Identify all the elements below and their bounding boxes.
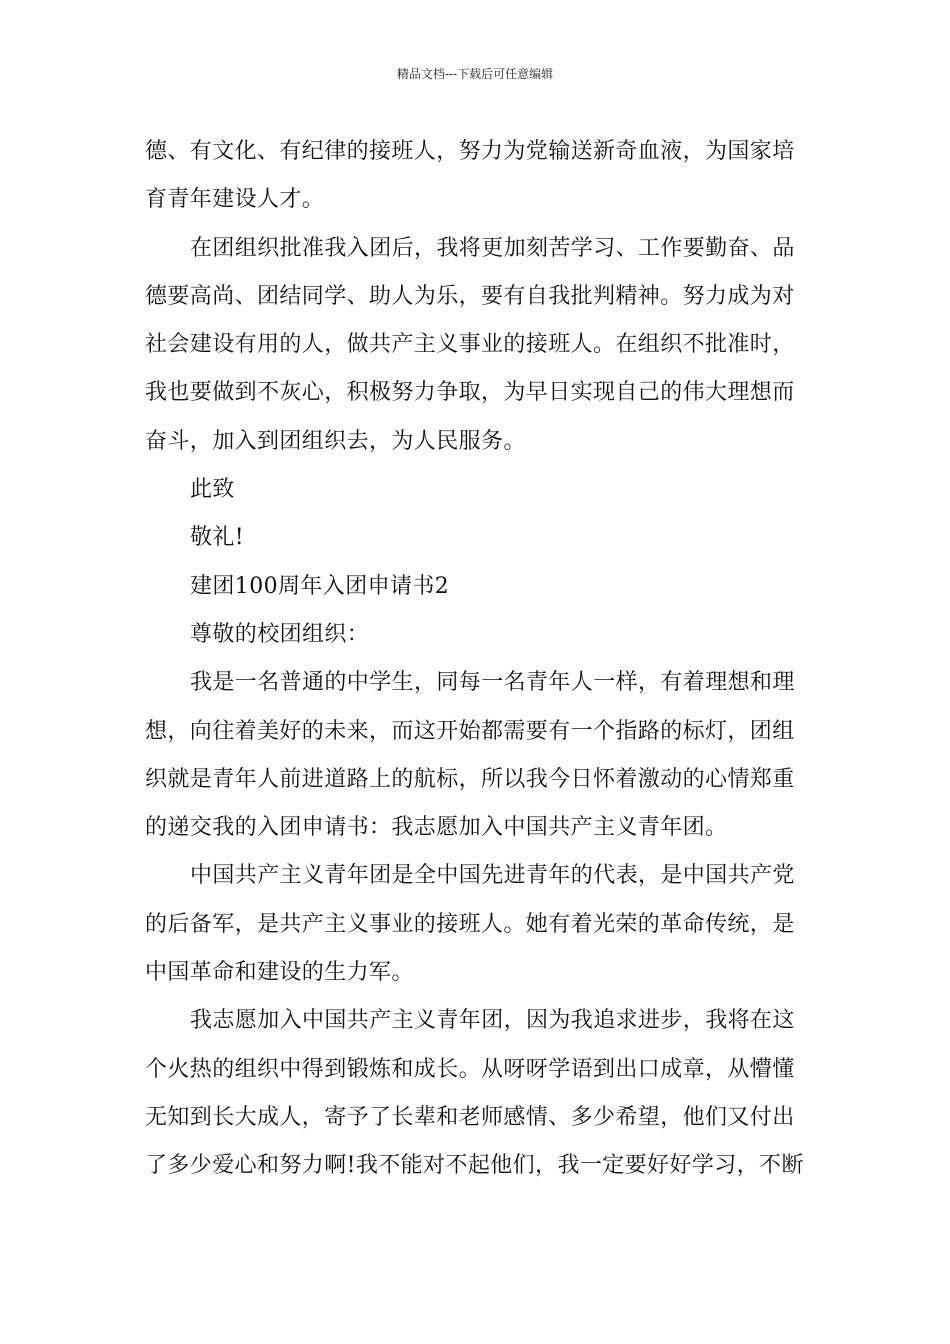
text-line: 的递交我的入团申请书：我志愿加入中国共产主义青年团。 [145,815,728,841]
text-line: 德、有文化、有纪律的接班人，努力为党输送新奇血液，为国家培 [145,139,795,164]
text-line: 育青年建设人才。 [145,187,325,213]
text-line: 了多少爱心和努力啊!我不能对不起他们，我一定要好好学习，不断 [145,1153,804,1179]
text-line: 中国共产主义青年团是全中国先进青年的代表，是中国共产党 [190,863,795,889]
text-line: 在团组织批准我入团后，我将更加刻苦学习、工作要勤奋、品 [190,235,795,261]
text-line: 德要高尚、团结同学、助人为乐，要有自我批判精神。努力成为对 [145,283,795,309]
text-line: 我也要做到不灰心，积极努力争取，为早日实现自己的伟大理想而 [145,380,795,406]
section-title: 建团100周年入团申请书2 [190,573,450,599]
text-line: 奋斗，加入到团组织去，为人民服务。 [145,428,526,454]
text-line: 想，向往着美好的未来，而这开始都需要有一个指路的标灯，团组 [145,718,795,744]
text-line: 我是一名普通的中学生，同每一名青年人一样，有着理想和理 [190,670,795,696]
text-line: 织就是青年人前进道路上的航标，所以我今日怀着激动的心情郑重 [145,766,795,792]
text-line: 我志愿加入中国共产主义青年团，因为我追求进步，我将在这 [190,1008,795,1034]
text-line: 中国革命和建设的生力军。 [145,960,414,986]
text-line: 的后备军，是共产主义事业的接班人。她有着光荣的革命传统，是 [145,911,795,937]
page-header: 精品文档---下载后可任意编辑 [396,67,554,81]
greeting-line: 尊敬的校团组织： [190,621,370,647]
salutation-line: 此致 [190,477,235,503]
text-line: 个火热的组织中得到锻炼和成长。从呀呀学语到出口成章，从懵懂 [145,1056,795,1082]
document-body [145,128,807,1191]
text-line: 无知到长大成人，寄予了长辈和老师感情、多少希望，他们又付出 [145,1104,795,1130]
text-line: 社会建设有用的人，做共产主义事业的接班人。在组织不批准时， [145,332,795,358]
salutation-line: 敬礼! [190,525,245,551]
